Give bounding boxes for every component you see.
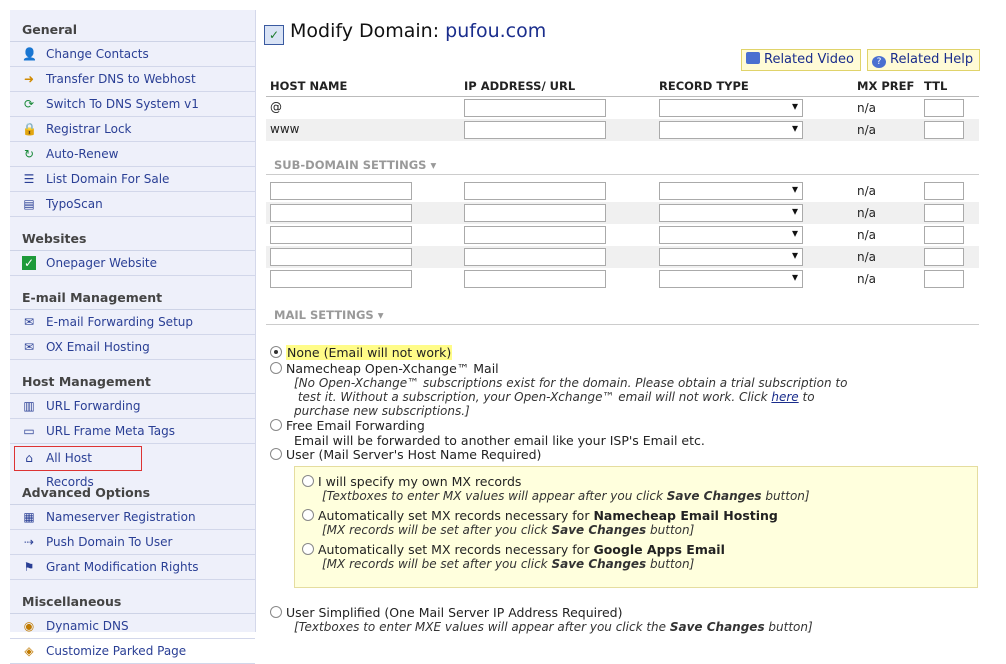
sidebar-item-label: Auto-Renew bbox=[46, 147, 119, 161]
list-icon: ☰ bbox=[23, 172, 35, 186]
record-type-select[interactable] bbox=[659, 204, 803, 222]
ip-address-input[interactable] bbox=[464, 226, 606, 244]
ttl-input[interactable] bbox=[924, 204, 964, 222]
record-type-select[interactable] bbox=[659, 270, 803, 288]
mx-option-namecheap[interactable] bbox=[302, 508, 778, 523]
sidebar-item-label: Grant Modification Rights bbox=[46, 560, 199, 574]
grant-icon: ⚑ bbox=[23, 560, 35, 574]
sidebar-item-registrar-lock[interactable] bbox=[10, 117, 255, 142]
note-bold: Save Changes bbox=[666, 489, 762, 503]
mail-option-none[interactable] bbox=[270, 345, 452, 360]
email-forward-icon: ✉ bbox=[23, 315, 35, 329]
ip-address-input[interactable] bbox=[464, 248, 606, 266]
mx-pref-cell: n/a bbox=[857, 101, 877, 115]
mx-option-google-note bbox=[322, 557, 694, 571]
sidebar-item-label: URL Frame Meta Tags bbox=[46, 424, 175, 438]
mx-option-label-bold: Google Apps Email bbox=[593, 542, 725, 557]
mx-option-namecheap-note bbox=[322, 523, 694, 537]
sidebar-item-url-forwarding[interactable] bbox=[10, 394, 255, 419]
sidebar bbox=[10, 10, 256, 658]
note-text-end: button] bbox=[646, 523, 695, 537]
radio-button[interactable] bbox=[270, 606, 282, 618]
mail-option-label: Free Email Forwarding bbox=[286, 418, 425, 433]
ttl-input[interactable] bbox=[924, 182, 964, 200]
mx-pref-cell: n/a bbox=[857, 228, 877, 242]
ox-note-line2: test it. Without a subscription, your Open-Xchange™ email will not work. Click bbox=[297, 390, 772, 404]
sidebar-item-ox-email[interactable] bbox=[10, 335, 255, 360]
ip-address-input[interactable] bbox=[464, 182, 606, 200]
nameserver-icon: ▦ bbox=[23, 510, 35, 524]
video-camera-icon bbox=[746, 52, 760, 64]
note-text: [Textboxes to enter MXE values will appear after you click the bbox=[294, 620, 670, 634]
domain-name: pufou.com bbox=[445, 20, 547, 42]
ox-note-line2-end: to bbox=[798, 390, 815, 404]
mx-pref-cell: n/a bbox=[857, 184, 877, 198]
related-video-label: Related Video bbox=[764, 52, 854, 67]
mail-option-forwarding[interactable] bbox=[270, 418, 425, 433]
related-help-label: Related Help bbox=[890, 52, 974, 67]
sidebar-item-email-forwarding[interactable] bbox=[10, 310, 255, 335]
ip-address-input[interactable] bbox=[464, 204, 606, 222]
sidebar-item-label: URL Forwarding bbox=[46, 399, 141, 413]
section-advanced-title: Advanced Options bbox=[10, 471, 255, 505]
section-general-title: General bbox=[10, 10, 255, 42]
record-type-select[interactable] bbox=[659, 182, 803, 200]
sidebar-item-label: All Host Records bbox=[46, 451, 94, 489]
mail-option-user-simplified[interactable] bbox=[270, 605, 623, 620]
lock-icon: 🔒 bbox=[22, 122, 37, 136]
section-misc-title: Miscellaneous bbox=[10, 580, 255, 614]
sidebar-item-nameserver[interactable] bbox=[10, 505, 255, 530]
sidebar-item-label: Change Contacts bbox=[46, 47, 149, 61]
page-title bbox=[264, 20, 546, 45]
document-icon: ▤ bbox=[23, 197, 35, 211]
mx-pref-cell: n/a bbox=[857, 206, 877, 220]
push-icon: ⇢ bbox=[23, 535, 35, 549]
col-ip-address: IP ADDRESS/ URL bbox=[464, 79, 576, 93]
table-row bbox=[266, 180, 979, 202]
mx-pref-cell: n/a bbox=[857, 123, 877, 137]
radio-button[interactable] bbox=[270, 362, 282, 374]
col-host-name: HOST NAME bbox=[270, 79, 348, 93]
contacts-icon: 👤 bbox=[22, 47, 37, 61]
renew-icon: ↻ bbox=[23, 147, 35, 161]
mx-option-label: Automatically set MX records necessary for bbox=[318, 542, 594, 557]
section-host-title: Host Management bbox=[10, 360, 255, 394]
sidebar-item-label: Transfer DNS to Webhost bbox=[46, 72, 196, 86]
mx-option-own[interactable] bbox=[302, 474, 521, 489]
mail-heading-label: MAIL SETTINGS bbox=[274, 308, 374, 322]
sidebar-item-label: Push Domain To User bbox=[46, 535, 173, 549]
record-type-select[interactable] bbox=[659, 99, 803, 117]
radio-button[interactable] bbox=[270, 419, 282, 431]
url-forward-icon: ▥ bbox=[23, 399, 35, 413]
sidebar-item-label: Onepager Website bbox=[46, 256, 157, 270]
sidebar-item-list-for-sale[interactable] bbox=[10, 167, 255, 192]
host-name-input[interactable] bbox=[270, 182, 412, 200]
sidebar-item-label: Nameserver Registration bbox=[46, 510, 196, 524]
host-name-cell: @ bbox=[270, 100, 282, 114]
ttl-input[interactable] bbox=[924, 248, 964, 266]
table-row bbox=[266, 224, 979, 246]
table-row bbox=[266, 97, 979, 119]
host-records-icon: ⌂ bbox=[25, 451, 33, 465]
radio-button[interactable] bbox=[302, 543, 314, 555]
mx-option-label: I will specify my own MX records bbox=[318, 474, 522, 489]
section-email-title: E-mail Management bbox=[10, 276, 255, 310]
sidebar-item-label: E-mail Forwarding Setup bbox=[46, 315, 193, 329]
sidebar-item-label: List Domain For Sale bbox=[46, 172, 170, 186]
ttl-input[interactable] bbox=[924, 121, 964, 139]
mx-option-label-bold: Namecheap Email Hosting bbox=[593, 508, 778, 523]
ttl-input[interactable] bbox=[924, 99, 964, 117]
mail-settings-heading[interactable] bbox=[266, 305, 979, 325]
page-title-prefix: Modify Domain: bbox=[290, 20, 446, 42]
col-mx-pref: MX PREF bbox=[857, 79, 915, 93]
section-websites-title: Websites bbox=[10, 217, 255, 251]
ip-address-input[interactable] bbox=[464, 270, 606, 288]
main-content bbox=[256, 10, 996, 632]
radio-button[interactable] bbox=[302, 509, 314, 521]
help-icon: ? bbox=[872, 56, 886, 68]
mx-option-google[interactable] bbox=[302, 542, 725, 557]
sidebar-item-grant-rights[interactable] bbox=[10, 555, 255, 580]
sidebar-item-parked-page[interactable] bbox=[10, 639, 255, 664]
note-bold: Save Changes bbox=[551, 523, 647, 537]
records-table-header bbox=[266, 76, 979, 97]
dynamic-dns-icon: ◉ bbox=[23, 619, 35, 633]
note-text-end: button] bbox=[761, 489, 810, 503]
mail-option-label: None (Email will not work) bbox=[287, 345, 452, 360]
host-name-input[interactable] bbox=[270, 248, 412, 266]
record-type-select[interactable] bbox=[659, 121, 803, 139]
sidebar-item-auto-renew[interactable] bbox=[10, 142, 255, 167]
switch-icon: ⟳ bbox=[23, 97, 35, 111]
ox-note-line3: purchase new subscriptions.] bbox=[294, 404, 470, 418]
radio-button[interactable] bbox=[302, 475, 314, 487]
arrow-right-icon: ➜ bbox=[23, 72, 35, 86]
sidebar-item-label: Dynamic DNS bbox=[46, 619, 129, 633]
col-record-type: RECORD TYPE bbox=[659, 79, 749, 93]
note-bold: Save Changes bbox=[551, 557, 647, 571]
frame-icon: ▭ bbox=[23, 424, 35, 438]
triangle-down-icon: ▾ bbox=[430, 158, 437, 172]
radio-button[interactable] bbox=[270, 448, 282, 460]
host-name-cell: www bbox=[270, 122, 300, 136]
sidebar-item-label: OX Email Hosting bbox=[46, 340, 150, 354]
here-link[interactable]: here bbox=[771, 390, 799, 404]
note-text: [MX records will be set after you click bbox=[322, 557, 552, 571]
mx-pref-cell: n/a bbox=[857, 250, 877, 264]
sidebar-item-dynamic-dns[interactable] bbox=[10, 614, 255, 639]
checkmark-icon: ✓ bbox=[23, 256, 35, 270]
related-video-button[interactable] bbox=[741, 49, 861, 71]
triangle-down-icon: ▾ bbox=[377, 308, 384, 322]
sidebar-item-onepager[interactable] bbox=[10, 251, 255, 276]
envelope-icon: ✉ bbox=[23, 340, 35, 354]
mx-option-own-note bbox=[322, 489, 810, 503]
col-ttl: TTL bbox=[924, 79, 948, 93]
edit-icon: ✓ bbox=[264, 25, 284, 45]
sidebar-item-label: Registrar Lock bbox=[46, 122, 132, 136]
host-name-input[interactable] bbox=[270, 226, 412, 244]
sidebar-item-change-contacts[interactable] bbox=[10, 42, 255, 67]
table-row bbox=[266, 202, 979, 224]
parked-page-icon: ◈ bbox=[24, 644, 34, 658]
ox-note bbox=[294, 376, 847, 418]
table-row bbox=[266, 119, 979, 141]
record-type-select[interactable] bbox=[659, 248, 803, 266]
note-text-end: button] bbox=[646, 557, 695, 571]
sidebar-item-label: Customize Parked Page bbox=[46, 644, 187, 658]
related-help-button[interactable] bbox=[867, 49, 980, 71]
note-text: [Textboxes to enter MX values will appear after you click bbox=[322, 489, 667, 503]
ip-address-input[interactable] bbox=[464, 99, 606, 117]
ttl-input[interactable] bbox=[924, 226, 964, 244]
mx-pref-cell: n/a bbox=[857, 272, 877, 286]
record-type-select[interactable] bbox=[659, 226, 803, 244]
mail-option-user[interactable] bbox=[270, 447, 541, 462]
sidebar-item-url-frame[interactable] bbox=[10, 419, 255, 444]
host-name-input[interactable] bbox=[270, 204, 412, 222]
ox-note-line1: [No Open-Xchange™ subscriptions exist for the domain. Please obtain a trial subscription to bbox=[294, 376, 848, 390]
sidebar-item-switch-dns[interactable] bbox=[10, 92, 255, 117]
radio-button[interactable] bbox=[270, 346, 282, 358]
sidebar-item-transfer-dns[interactable] bbox=[10, 67, 255, 92]
ip-address-input[interactable] bbox=[464, 121, 606, 139]
sidebar-item-typoscan[interactable] bbox=[10, 192, 255, 217]
mail-option-label: User Simplified (One Mail Server IP Address Required) bbox=[286, 605, 623, 620]
table-row bbox=[266, 268, 979, 290]
forwarding-note: Email will be forwarded to another email like your ISP's Email etc. bbox=[294, 433, 705, 448]
sidebar-item-push-domain[interactable] bbox=[10, 530, 255, 555]
mail-option-ox[interactable] bbox=[270, 361, 499, 376]
sidebar-item-all-host-records[interactable] bbox=[14, 446, 142, 489]
sidebar-item-label: TypoScan bbox=[46, 197, 103, 211]
table-row bbox=[266, 246, 979, 268]
mail-option-label: Namecheap Open-Xchange™ Mail bbox=[286, 361, 499, 376]
note-text: [MX records will be set after you click bbox=[322, 523, 552, 537]
sidebar-item-label: Switch To DNS System v1 bbox=[46, 97, 199, 111]
note-text-end: button] bbox=[764, 620, 813, 634]
subdomain-settings-heading[interactable] bbox=[266, 155, 979, 175]
subdomain-heading-label: SUB-DOMAIN SETTINGS bbox=[274, 158, 427, 172]
mail-option-label: User (Mail Server's Host Name Required) bbox=[286, 447, 542, 462]
note-bold: Save Changes bbox=[669, 620, 765, 634]
host-name-input[interactable] bbox=[270, 270, 412, 288]
ttl-input[interactable] bbox=[924, 270, 964, 288]
mx-option-label: Automatically set MX records necessary for bbox=[318, 508, 594, 523]
